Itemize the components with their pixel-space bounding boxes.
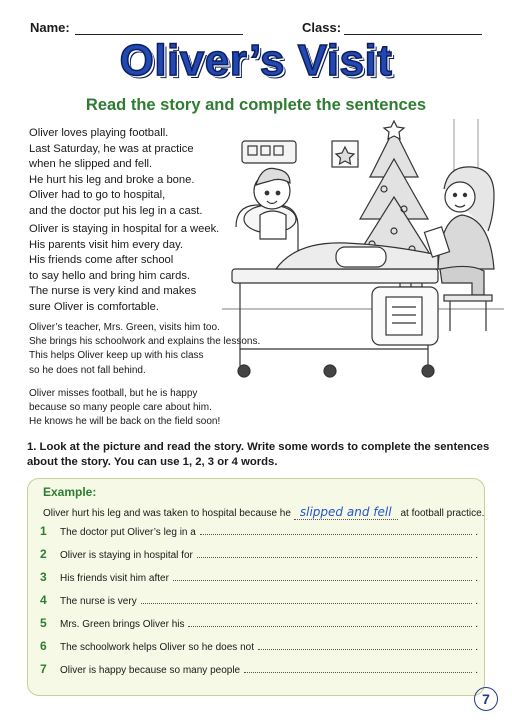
question-text: Oliver is staying in hospital for bbox=[60, 550, 193, 561]
question-text: The nurse is very bbox=[60, 596, 137, 607]
page-subtitle: Read the story and complete the sentences bbox=[85, 96, 427, 114]
example-sentence bbox=[43, 505, 484, 520]
story-line: He knows he will be back on the field soon! bbox=[29, 416, 221, 428]
question-text: The doctor put Oliver’s leg in a bbox=[60, 527, 196, 538]
exercise-box bbox=[27, 478, 485, 696]
question-end-mark: . bbox=[475, 573, 478, 584]
question-number: 1 bbox=[40, 524, 47, 538]
example-text-after: at football practice. bbox=[400, 508, 485, 519]
question-end-mark: . bbox=[475, 596, 478, 607]
question-row bbox=[40, 662, 478, 680]
story-line: Oliver is staying in hospital for a week. bbox=[29, 223, 220, 235]
story-line: Last Saturday, he was at practice bbox=[29, 142, 194, 155]
answer-blank[interactable] bbox=[258, 640, 472, 650]
story-line: Oliver had to go to hospital, bbox=[29, 189, 166, 202]
story-line: when he slipped and fell. bbox=[29, 158, 153, 171]
example-text-before: Oliver hurt his leg and was taken to hospital because he bbox=[43, 508, 291, 519]
story-line: because so many people care about him. bbox=[29, 402, 212, 414]
story-line: This helps Oliver keep up with his class bbox=[29, 350, 204, 362]
example-answer: slipped and fell bbox=[299, 505, 392, 519]
story-line: and the doctor put his leg in a cast. bbox=[29, 204, 203, 217]
story-line: sure Oliver is comfortable. bbox=[29, 300, 159, 313]
page-number: 7 bbox=[474, 687, 498, 711]
question-number: 2 bbox=[40, 547, 47, 561]
story-line: His friends come after school bbox=[29, 254, 174, 267]
story-line: to say hello and bring him cards. bbox=[29, 269, 191, 282]
answer-blank[interactable] bbox=[197, 548, 472, 558]
question-number: 4 bbox=[40, 593, 47, 607]
story-line: The nurse is very kind and makes bbox=[29, 285, 197, 298]
question-number: 7 bbox=[40, 662, 47, 676]
class-line[interactable] bbox=[344, 34, 482, 35]
question-number: 5 bbox=[40, 616, 47, 630]
question-number: 3 bbox=[40, 570, 47, 584]
story-line: Oliver loves playing football. bbox=[29, 127, 169, 139]
question-text: The schoolwork helps Oliver so he does not bbox=[60, 642, 254, 653]
example-answer-blank bbox=[294, 505, 398, 520]
answer-blank[interactable] bbox=[200, 525, 472, 535]
question-end-mark: . bbox=[475, 665, 478, 676]
question-end-mark: . bbox=[475, 642, 478, 653]
story-paragraph-4 bbox=[29, 387, 279, 430]
story-line: She brings his schoolwork and explains the lessons. bbox=[29, 336, 261, 348]
answer-blank[interactable] bbox=[188, 617, 472, 627]
story-line: Oliver’s teacher, Mrs. Green, visits him too. bbox=[29, 322, 220, 333]
story-line: so he does not fall behind. bbox=[29, 364, 146, 376]
hospital-room-illustration bbox=[222, 119, 504, 387]
question-end-mark: . bbox=[475, 550, 478, 561]
question-row bbox=[40, 547, 478, 565]
question-end-mark: . bbox=[475, 619, 478, 630]
story-line: His parents visit him every day. bbox=[29, 238, 183, 251]
exercise-instruction: 1. Look at the picture and read the story. Write some words to complete the sentences about the story. You can use 1, 2, 3 or 4 words. bbox=[27, 441, 490, 469]
name-line[interactable] bbox=[75, 34, 243, 35]
class-label: Class: bbox=[302, 20, 342, 35]
answer-blank[interactable] bbox=[244, 663, 472, 673]
question-text: Oliver is happy because so many people bbox=[60, 665, 241, 676]
page-title: Oliver’s Visit bbox=[119, 36, 393, 85]
question-text: Mrs. Green brings Oliver his bbox=[60, 619, 185, 630]
example-title: Example: bbox=[43, 485, 97, 499]
question-text: His friends visit him after bbox=[60, 573, 169, 584]
question-end-mark: . bbox=[475, 527, 478, 538]
question-row bbox=[40, 616, 478, 634]
question-row bbox=[40, 570, 478, 588]
story-line: He hurt his leg and broke a bone. bbox=[29, 173, 195, 186]
question-number: 6 bbox=[40, 639, 47, 653]
question-row bbox=[40, 593, 478, 611]
question-row bbox=[40, 639, 478, 657]
answer-blank[interactable] bbox=[141, 594, 473, 604]
question-row bbox=[40, 524, 478, 542]
answer-blank[interactable] bbox=[173, 571, 472, 581]
name-label: Name: bbox=[30, 20, 70, 35]
boy-in-bed-icon bbox=[244, 168, 296, 239]
story-line: Oliver misses football, but he is happy bbox=[29, 388, 198, 399]
